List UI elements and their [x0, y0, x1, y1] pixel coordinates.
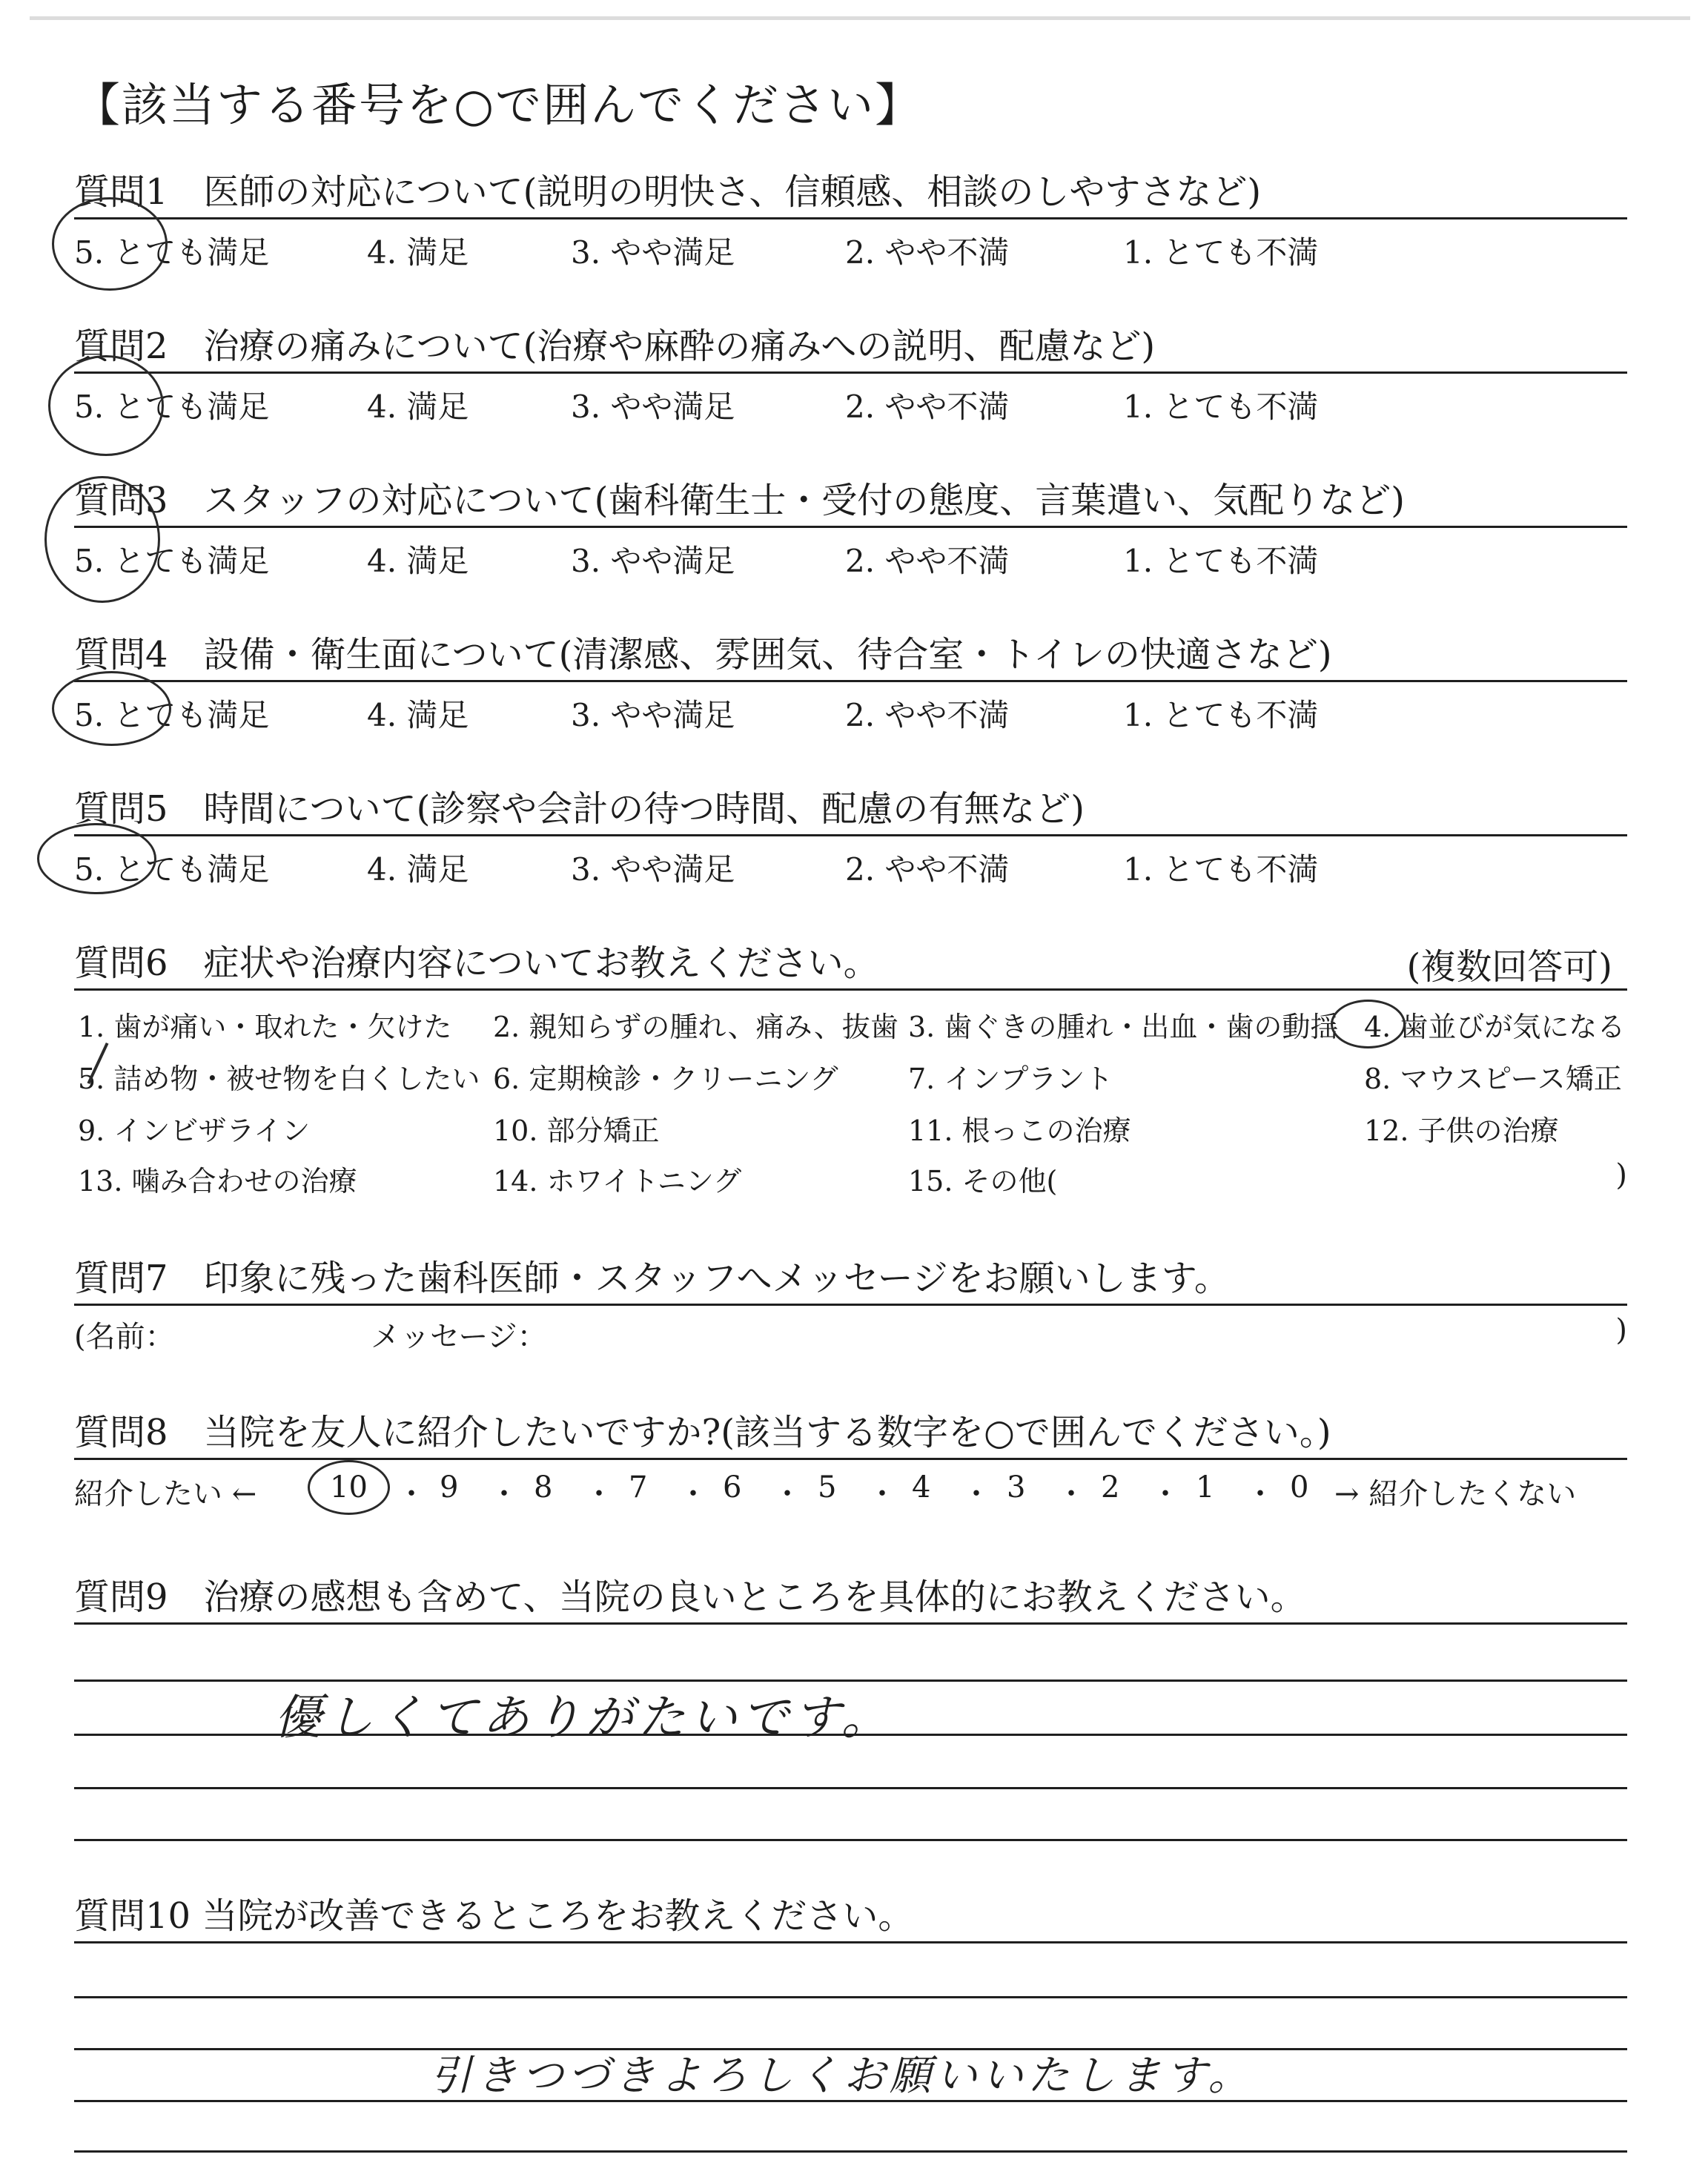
q2-answer-circle: [48, 355, 164, 456]
q8-scale-0[interactable]: 0: [1290, 1470, 1309, 1505]
question-2: [74, 321, 1627, 426]
q1-option-4[interactable]: 4. 満足: [367, 234, 469, 271]
q6-option-7[interactable]: 7. インプラント: [908, 1063, 1113, 1095]
q4-answer-circle: [52, 671, 171, 746]
question-1: [74, 167, 1627, 271]
q8-answer-circle: [308, 1460, 390, 1515]
q6-option-5[interactable]: 5. 詰め物・被せ物を白くしたい: [78, 1063, 480, 1095]
question-6-multiple-note: (複数回答可): [1406, 946, 1612, 988]
q8-dot: ・: [867, 1477, 897, 1511]
question-5: [74, 784, 1627, 888]
q6-option-11[interactable]: 11. 根っこの治療: [908, 1114, 1131, 1147]
question-6-options: [74, 991, 1627, 1198]
question-4-options: [74, 682, 1627, 734]
q6-option-14[interactable]: 14. ホワイトニング: [493, 1165, 742, 1198]
q6-option-9[interactable]: 9. インビザライン: [78, 1114, 311, 1147]
question-8: [74, 1407, 1627, 1512]
q6-option-10[interactable]: 10. 部分矯正: [493, 1114, 660, 1147]
question-10: [74, 1891, 1627, 1943]
q8-left-label: 紹介したい ←: [74, 1477, 257, 1511]
question-1-title: 質問1 医師の対応について(説明の明快さ、信頼感、相談のしやすさなど): [74, 171, 1262, 213]
q3-answer-circle: [44, 476, 160, 603]
question-5-options: [74, 836, 1627, 888]
question-1-options: [74, 219, 1627, 271]
q8-dot: ・: [1056, 1477, 1086, 1511]
q6-option-2[interactable]: 2. 親知らずの腫れ、痛み、抜歯: [493, 1011, 898, 1043]
question-4: [74, 630, 1627, 734]
q6-option-13[interactable]: 13. 噛み合わせの治療: [78, 1165, 357, 1198]
q5-option-2[interactable]: 2. やや不満: [845, 851, 1010, 888]
q9-handwritten-answer: 優しくてありがたいです。: [274, 1691, 893, 1745]
q6-option-12[interactable]: 12. 子供の治療: [1364, 1114, 1559, 1147]
q1-option-2[interactable]: 2. やや不満: [845, 234, 1010, 271]
q8-dot: ・: [584, 1477, 614, 1511]
question-3-options: [74, 528, 1627, 580]
q6-other-close-paren: ): [1615, 1158, 1627, 1192]
q3-option-3[interactable]: 3. やや満足: [571, 543, 735, 579]
q8-dot: ・: [961, 1477, 991, 1511]
q8-dot: ・: [678, 1477, 708, 1511]
q10-answer-line: [74, 2150, 1627, 2153]
q10-answer-line: [74, 1996, 1627, 1998]
question-3: [74, 475, 1627, 580]
q2-option-1[interactable]: 1. とても不満: [1123, 389, 1319, 425]
q8-recommend-scale: [74, 1460, 1627, 1512]
q8-right-label: → 紹介したくない: [1334, 1477, 1577, 1511]
question-9-rule: [74, 1622, 1627, 1625]
q8-scale-2[interactable]: 2: [1101, 1470, 1120, 1505]
q6-option-6[interactable]: 6. 定期検診・クリーニング: [493, 1063, 838, 1095]
q5-option-5[interactable]: 5. とても満足: [74, 851, 270, 888]
question-7-title: 質問7 印象に残った歯科医師・スタッフへメッセージをお願いします。: [74, 1258, 1230, 1299]
q1-option-5[interactable]: 5. とても満足: [74, 234, 270, 271]
question-4-title: 質問4 設備・衛生面について(清潔感、雰囲気、待合室・トイレの快適さなど): [74, 634, 1332, 676]
q3-option-2[interactable]: 2. やや不満: [845, 543, 1010, 579]
q6-option-4-check-circle: [1331, 1000, 1406, 1048]
q4-option-4[interactable]: 4. 満足: [367, 697, 469, 733]
q8-dot: ・: [489, 1477, 519, 1511]
q6-option-8[interactable]: 8. マウスピース矯正: [1364, 1063, 1622, 1095]
q3-option-4[interactable]: 4. 満足: [367, 543, 469, 579]
question-8-title: 質問8 当院を友人に紹介したいですか?(該当する数字を○で囲んでください。): [74, 1412, 1331, 1453]
q1-option-1[interactable]: 1. とても不満: [1123, 234, 1319, 271]
question-2-options: [74, 374, 1627, 426]
form-heading: 【該当する番号を○で囲んでください】: [74, 78, 923, 132]
question-7-response-row: [74, 1306, 1627, 1354]
q6-option-3[interactable]: 3. 歯ぐきの腫れ・出血・歯の動揺: [908, 1011, 1339, 1043]
q7-name-label: (名前：: [74, 1320, 175, 1354]
q8-dot: ・: [772, 1477, 802, 1511]
question-6: [74, 938, 1627, 1198]
q3-option-5[interactable]: 5. とても満足: [74, 543, 270, 579]
question-6-title: 質問6 症状や治療内容についてお教えください。: [74, 942, 879, 984]
q8-scale-1[interactable]: 1: [1196, 1470, 1215, 1505]
q5-option-4[interactable]: 4. 満足: [367, 851, 469, 888]
q9-answer-line: [74, 1787, 1627, 1789]
q2-option-5[interactable]: 5. とても満足: [74, 389, 270, 425]
scan-top-edge: [30, 16, 1690, 20]
q6-option-1[interactable]: 1. 歯が痛い・取れた・欠けた: [78, 1011, 452, 1043]
q8-scale-10[interactable]: 10: [330, 1470, 368, 1505]
q5-option-3[interactable]: 3. やや満足: [571, 851, 735, 888]
q8-scale-9[interactable]: 9: [440, 1470, 459, 1505]
question-2-title: 質問2 治療の痛みについて(治療や麻酔の痛みへの説明、配慮など): [74, 326, 1156, 367]
question-10-rule: [74, 1941, 1627, 1943]
q4-option-1[interactable]: 1. とても不満: [1123, 697, 1319, 733]
question-10-title: 質問10 当院が改善できるところをお教えください。: [74, 1895, 914, 1937]
q8-dot: ・: [397, 1477, 426, 1511]
q1-option-3[interactable]: 3. やや満足: [571, 234, 735, 271]
q7-close-paren: ): [1615, 1313, 1627, 1347]
q3-option-1[interactable]: 1. とても不満: [1123, 543, 1319, 579]
question-9: [74, 1572, 1627, 1625]
q8-scale-3[interactable]: 3: [1007, 1470, 1026, 1505]
q8-scale-5[interactable]: 5: [818, 1470, 837, 1505]
q10-handwritten-answer: 引きつづきよろしくお願いいたします。: [430, 2052, 1254, 2100]
q2-option-3[interactable]: 3. やや満足: [571, 389, 735, 425]
q8-scale-4[interactable]: 4: [912, 1470, 931, 1505]
q7-message-label: メッセージ：: [371, 1320, 547, 1354]
q4-option-2[interactable]: 2. やや不満: [845, 697, 1010, 733]
q1-answer-circle: [52, 197, 168, 291]
q9-answer-line: [74, 1839, 1627, 1841]
q8-scale-7[interactable]: 7: [629, 1470, 648, 1505]
q4-option-5[interactable]: 5. とても満足: [74, 697, 270, 733]
question-9-title: 質問9 治療の感想も含めて、当院の良いところを具体的にお教えください。: [74, 1576, 1306, 1618]
question-7: [74, 1253, 1627, 1354]
q8-scale-6[interactable]: 6: [723, 1470, 742, 1505]
q8-dot: ・: [1245, 1477, 1275, 1511]
q8-scale-8[interactable]: 8: [534, 1470, 553, 1505]
q5-option-1[interactable]: 1. とても不満: [1123, 851, 1319, 888]
q8-dot: ・: [1151, 1477, 1180, 1511]
question-5-title: 質問5 時間について(診察や会計の待つ時間、配慮の有無など): [74, 788, 1085, 830]
q2-option-2[interactable]: 2. やや不満: [845, 389, 1010, 425]
q2-option-4[interactable]: 4. 満足: [367, 389, 469, 425]
q4-option-3[interactable]: 3. やや満足: [571, 697, 735, 733]
question-3-title: 質問3 スタッフの対応について(歯科衛生士・受付の態度、言葉遣い、気配りなど): [74, 480, 1406, 521]
q5-answer-circle: [37, 823, 156, 894]
q6-option-4[interactable]: 4. 歯並びが気になる: [1364, 1011, 1626, 1043]
q6-option-15[interactable]: 15. その他(: [908, 1165, 1058, 1198]
